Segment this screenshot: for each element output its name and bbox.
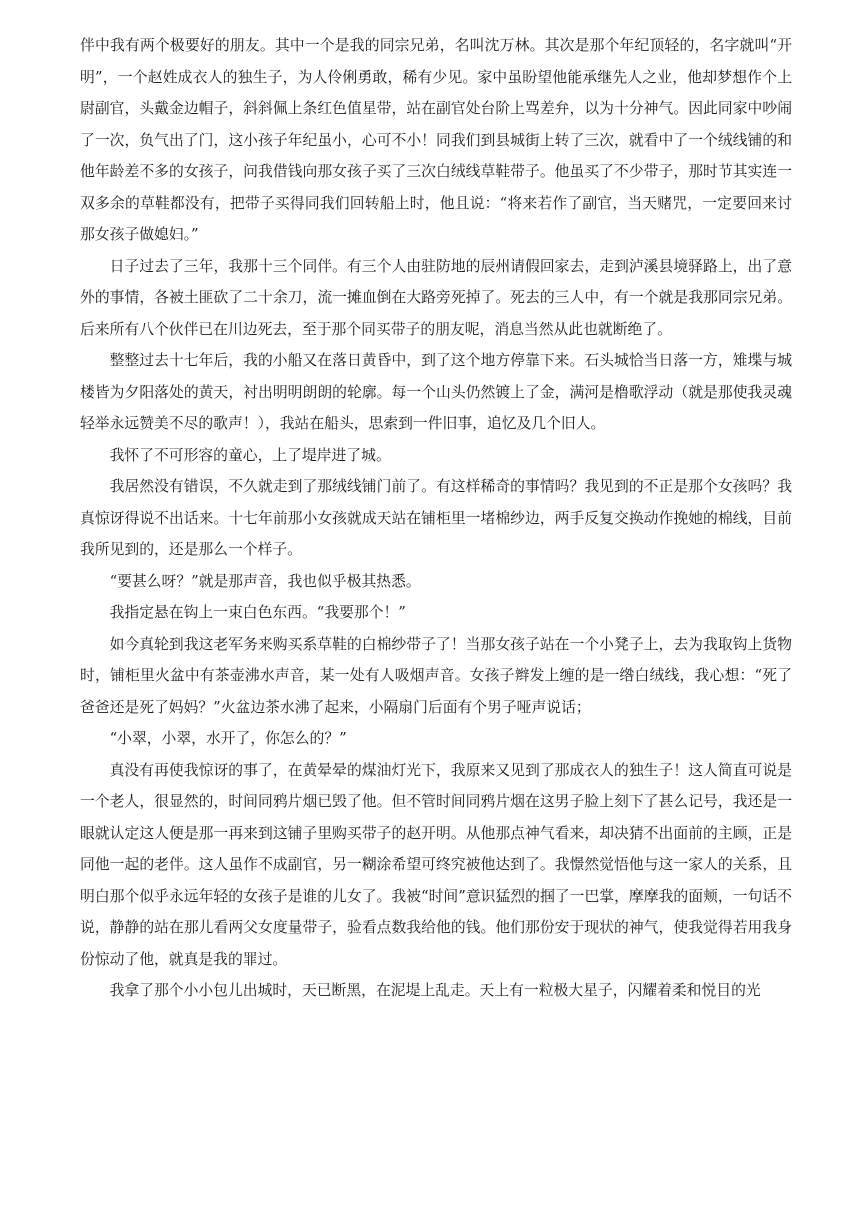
- paragraph: 整整过去十七年后，我的小船又在落日黄昏中，到了这个地方停靠下来。石头城恰当日落一方，雉堞与城楼皆为夕阳落处的黄天，衬出明明朗朗的轮廓。每一个山头仍然镀上了金，满河是橹歌浮动（就是那使我灵魂轻举永远赞美不尽的歌声！），我站在船头，思索到一件旧事，追忆及几个旧人。: [80, 352, 792, 432]
- paragraph: 真没有再使我惊讶的事了，在黄晕晕的煤油灯光下，我原来又见到了那成衣人的独生子！这人简直可说是一个老人，很显然的，时间同鸦片烟已毁了他。但不管时间同鸦片烟在这男子脸上刻下了甚么记号，我还是一眼就认定这人便是那一再来到这铺子里购买带子的赵开明。从他那点神气看来，却决猜不出面前的主顾，正是同他一起的老伴。这人虽作不成副官，另一糊涂希望可终究被他达到了。我憬然觉悟他与这一家人的关系，且明白那个似乎永远年轻的女孩子是谁的儿女了。我被“时间”意识猛烈的掴了一巴掌，摩摩我的面颊，一句话不说，静静的站在那儿看两父女度量带子，验看点数我给他的钱。他们那份安于现状的神气，使我觉得若用我身份惊动了他，就真是我的罪过。: [80, 761, 792, 968]
- paragraph: 我拿了那个小小包儿出城时，天已断黑，在泥堤上乱走。天上有一粒极大星子，闪耀着柔和悦目的光: [109, 982, 761, 999]
- paragraph: 我居然没有错误，不久就走到了那绒线铺门前了。有这样稀奇的事情吗？我见到的不正是那个女孩吗？我真惊讶得说不出话来。十七年前那小女孩就成天站在铺柜里一堵棉纱边，两手反复交换动作挽她的棉线，目前我所见到的，还是那么一个样子。: [80, 478, 792, 558]
- document-body: [80, 30, 792, 1007]
- paragraph: 日子过去了三年，我那十三个同伴。有三个人由驻防地的辰州请假回家去，走到泸溪县境驿路上，出了意外的事情，各被土匪砍了二十余刀，流一摊血倒在大路旁死掉了。死去的三人中，有一个就是我那同宗兄弟。后来所有八个伙伴已在川边死去，至于那个同买带子的朋友呢，消息当然从此也就断绝了。: [80, 257, 792, 338]
- paragraph: 如今真轮到我这老军务来购买系草鞋的白棉纱带子了！当那女孩子站在一个小凳子上，去为我取钩上货物时，铺柜里火盆中有茶壶沸水声音，某一处有人吸烟声音。女孩子辫发上缠的是一绺白绒线，我心想：“死了爸爸还是死了妈妈？”火盆边茶水沸了起来，小隔扇门后面有个男子哑声说话；: [80, 635, 792, 716]
- paragraph: 我指定悬在钩上一束白色东西。“我要那个！”: [109, 604, 406, 621]
- paragraph: 伴中我有两个极要好的朋友。其中一个是我的同宗兄弟，名叫沈万林。其次是那个年纪顶轻的，名字就叫“开明”，一个赵姓成衣人的独生子，为人伶俐勇敢，稀有少见。家中虽盼望他能承继先人之业，他却梦想作个上尉副官，头戴金边帽子，斜斜佩上条红色值星带，站在副官处台阶上骂差弁，以为十分神气。因此同家中吵闹了一次，负气出了门，这小孩子年纪虽小，心可不小！同我们到县城街上转了三次，就看中了一个绒线铺的和他年龄差不多的女孩子，问我借钱向那女孩子买了三次白绒线草鞋带子。他虽买了不少带子，那时节其实连一双多余的草鞋都没有，把带子买得同我们回转船上时，他且说：“将来若作了副官，当天赌咒，一定要回来讨那女孩子做媳妇。”: [80, 37, 792, 243]
- paragraph: 我怀了不可形容的童心，上了堤岸进了城。: [109, 446, 391, 464]
- paragraph: “要甚么呀？”就是那声音，我也似乎极其热悉。: [109, 572, 421, 590]
- paragraph: “小翠，小翠，水开了，你怎么的？”: [109, 730, 347, 747]
